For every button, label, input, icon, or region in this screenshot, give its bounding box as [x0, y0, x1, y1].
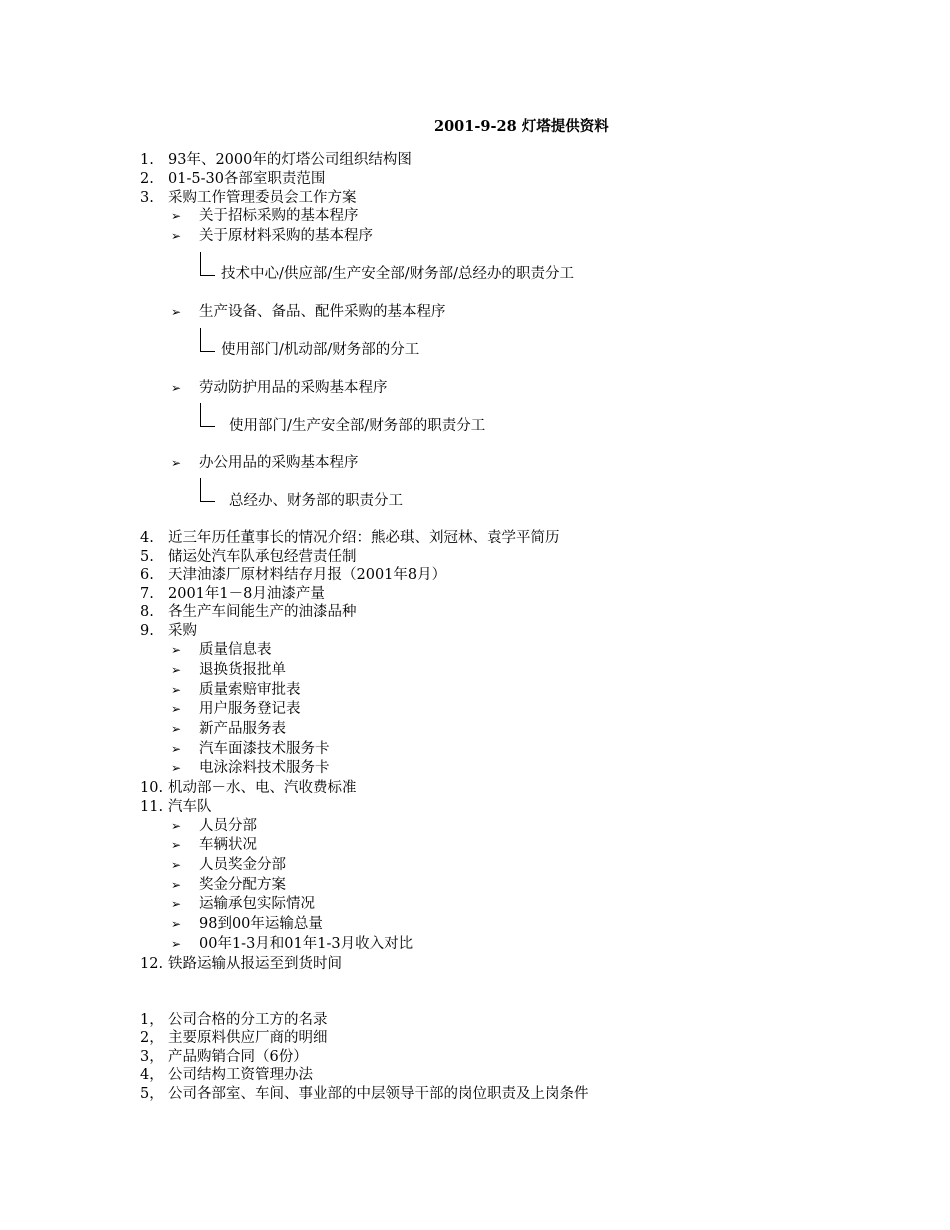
- item-text: 汽车队: [168, 799, 212, 815]
- bullet-icon: ➢: [171, 683, 182, 697]
- item-text: 天津油漆厂原材料结存月报（2001年8月）: [168, 567, 447, 583]
- bullet-icon: ➢: [171, 937, 182, 951]
- item-text: 铁路运输从报运至到货时间: [168, 956, 342, 972]
- extra-item-number: 4，: [140, 1067, 164, 1083]
- item-text: 2001年1－8月油漆产量: [168, 586, 325, 602]
- item-number: 5.: [140, 549, 154, 565]
- sub-item-text: 质量索赔审批表: [199, 682, 301, 698]
- tree-connector-icon: [200, 478, 215, 502]
- sub-item-text: 电泳涂料技术服务卡: [199, 760, 330, 776]
- extra-item-number: 5，: [140, 1086, 164, 1102]
- item-text: 01-5-30各部室职责范围: [168, 171, 326, 187]
- sub-item-detail: 使用部门/机动部/财务部的分工: [221, 342, 420, 358]
- item-text: 机动部－水、电、汽收费标准: [168, 780, 357, 796]
- tree-connector-icon: [200, 252, 215, 276]
- sub-item-text: 运输承包实际情况: [199, 896, 315, 912]
- sub-item-text: 劳动防护用品的采购基本程序: [199, 380, 388, 396]
- item-number: 10.: [140, 780, 164, 796]
- extra-item-text: 公司结构工资管理办法: [168, 1067, 313, 1083]
- extra-item-number: 1，: [140, 1012, 164, 1028]
- sub-item-text: 00年1-3月和01年1-3月收入对比: [199, 936, 414, 952]
- sub-item-text: 奖金分配方案: [199, 877, 286, 893]
- item-number: 12.: [140, 956, 164, 972]
- sub-item-detail: 使用部门/生产安全部/财务部的职责分工: [229, 418, 486, 434]
- tree-connector-icon: [200, 403, 215, 427]
- sub-item-text: 汽车面漆技术服务卡: [199, 741, 330, 757]
- extra-item-text: 产品购销合同（6份）: [168, 1049, 308, 1065]
- bullet-icon: ➢: [171, 305, 182, 319]
- sub-item-text: 用户服务登记表: [199, 701, 301, 717]
- sub-item-text: 人员分部: [199, 818, 257, 834]
- sub-item-text: 车辆状况: [199, 837, 257, 853]
- sub-item-text: 退换货报批单: [199, 662, 286, 678]
- bullet-icon: ➢: [171, 858, 182, 872]
- item-number: 2.: [140, 171, 154, 187]
- item-text: 93年、2000年的灯塔公司组织结构图: [168, 152, 412, 168]
- item-number: 8.: [140, 604, 154, 620]
- extra-item-text: 公司各部室、车间、事业部的中层领导干部的岗位职责及上岗条件: [168, 1086, 589, 1102]
- bullet-icon: ➢: [171, 209, 182, 223]
- extra-item-text: 公司合格的分工方的名录: [168, 1012, 328, 1028]
- document-title: 2001-9-28 灯塔提供资料: [434, 118, 609, 135]
- item-number: 1.: [140, 152, 154, 168]
- bullet-icon: ➢: [171, 742, 182, 756]
- item-number: 9.: [140, 623, 154, 639]
- bullet-icon: ➢: [171, 878, 182, 892]
- bullet-icon: ➢: [171, 702, 182, 716]
- item-number: 7.: [140, 586, 154, 602]
- item-number: 3.: [140, 190, 154, 206]
- extra-item-text: 主要原料供应厂商的明细: [168, 1030, 328, 1046]
- bullet-icon: ➢: [171, 643, 182, 657]
- bullet-icon: ➢: [171, 838, 182, 852]
- sub-item-text: 关于原材料采购的基本程序: [199, 228, 373, 244]
- bullet-icon: ➢: [171, 381, 182, 395]
- tree-connector-icon: [200, 328, 215, 352]
- sub-item-text: 质量信息表: [199, 642, 272, 658]
- sub-item-detail: 总经办、财务部的职责分工: [229, 493, 403, 509]
- bullet-icon: ➢: [171, 761, 182, 775]
- sub-item-text: 98到00年运输总量: [199, 916, 323, 932]
- item-text: 采购工作管理委员会工作方案: [168, 190, 357, 206]
- sub-item-text: 新产品服务表: [199, 721, 286, 737]
- extra-item-number: 2，: [140, 1030, 164, 1046]
- item-text: 储运处汽车队承包经营责任制: [168, 549, 357, 565]
- sub-item-detail: 技术中心/供应部/生产安全部/财务部/总经办的职责分工: [221, 266, 575, 282]
- bullet-icon: ➢: [171, 819, 182, 833]
- item-text: 采购: [168, 623, 197, 639]
- item-text: 各生产车间能生产的油漆品种: [168, 604, 357, 620]
- extra-item-number: 3，: [140, 1049, 164, 1065]
- sub-item-text: 人员奖金分部: [199, 857, 286, 873]
- item-number: 6.: [140, 567, 154, 583]
- bullet-icon: ➢: [171, 722, 182, 736]
- sub-item-text: 生产设备、备品、配件采购的基本程序: [199, 304, 446, 320]
- item-text: 近三年历任董事长的情况介绍：熊必琪、刘冠林、袁学平简历: [168, 530, 560, 546]
- bullet-icon: ➢: [171, 897, 182, 911]
- bullet-icon: ➢: [171, 229, 182, 243]
- sub-item-text: 关于招标采购的基本程序: [199, 208, 359, 224]
- bullet-icon: ➢: [171, 456, 182, 470]
- item-number: 4.: [140, 530, 154, 546]
- bullet-icon: ➢: [171, 917, 182, 931]
- bullet-icon: ➢: [171, 663, 182, 677]
- item-number: 11.: [140, 799, 164, 815]
- sub-item-text: 办公用品的采购基本程序: [199, 455, 359, 471]
